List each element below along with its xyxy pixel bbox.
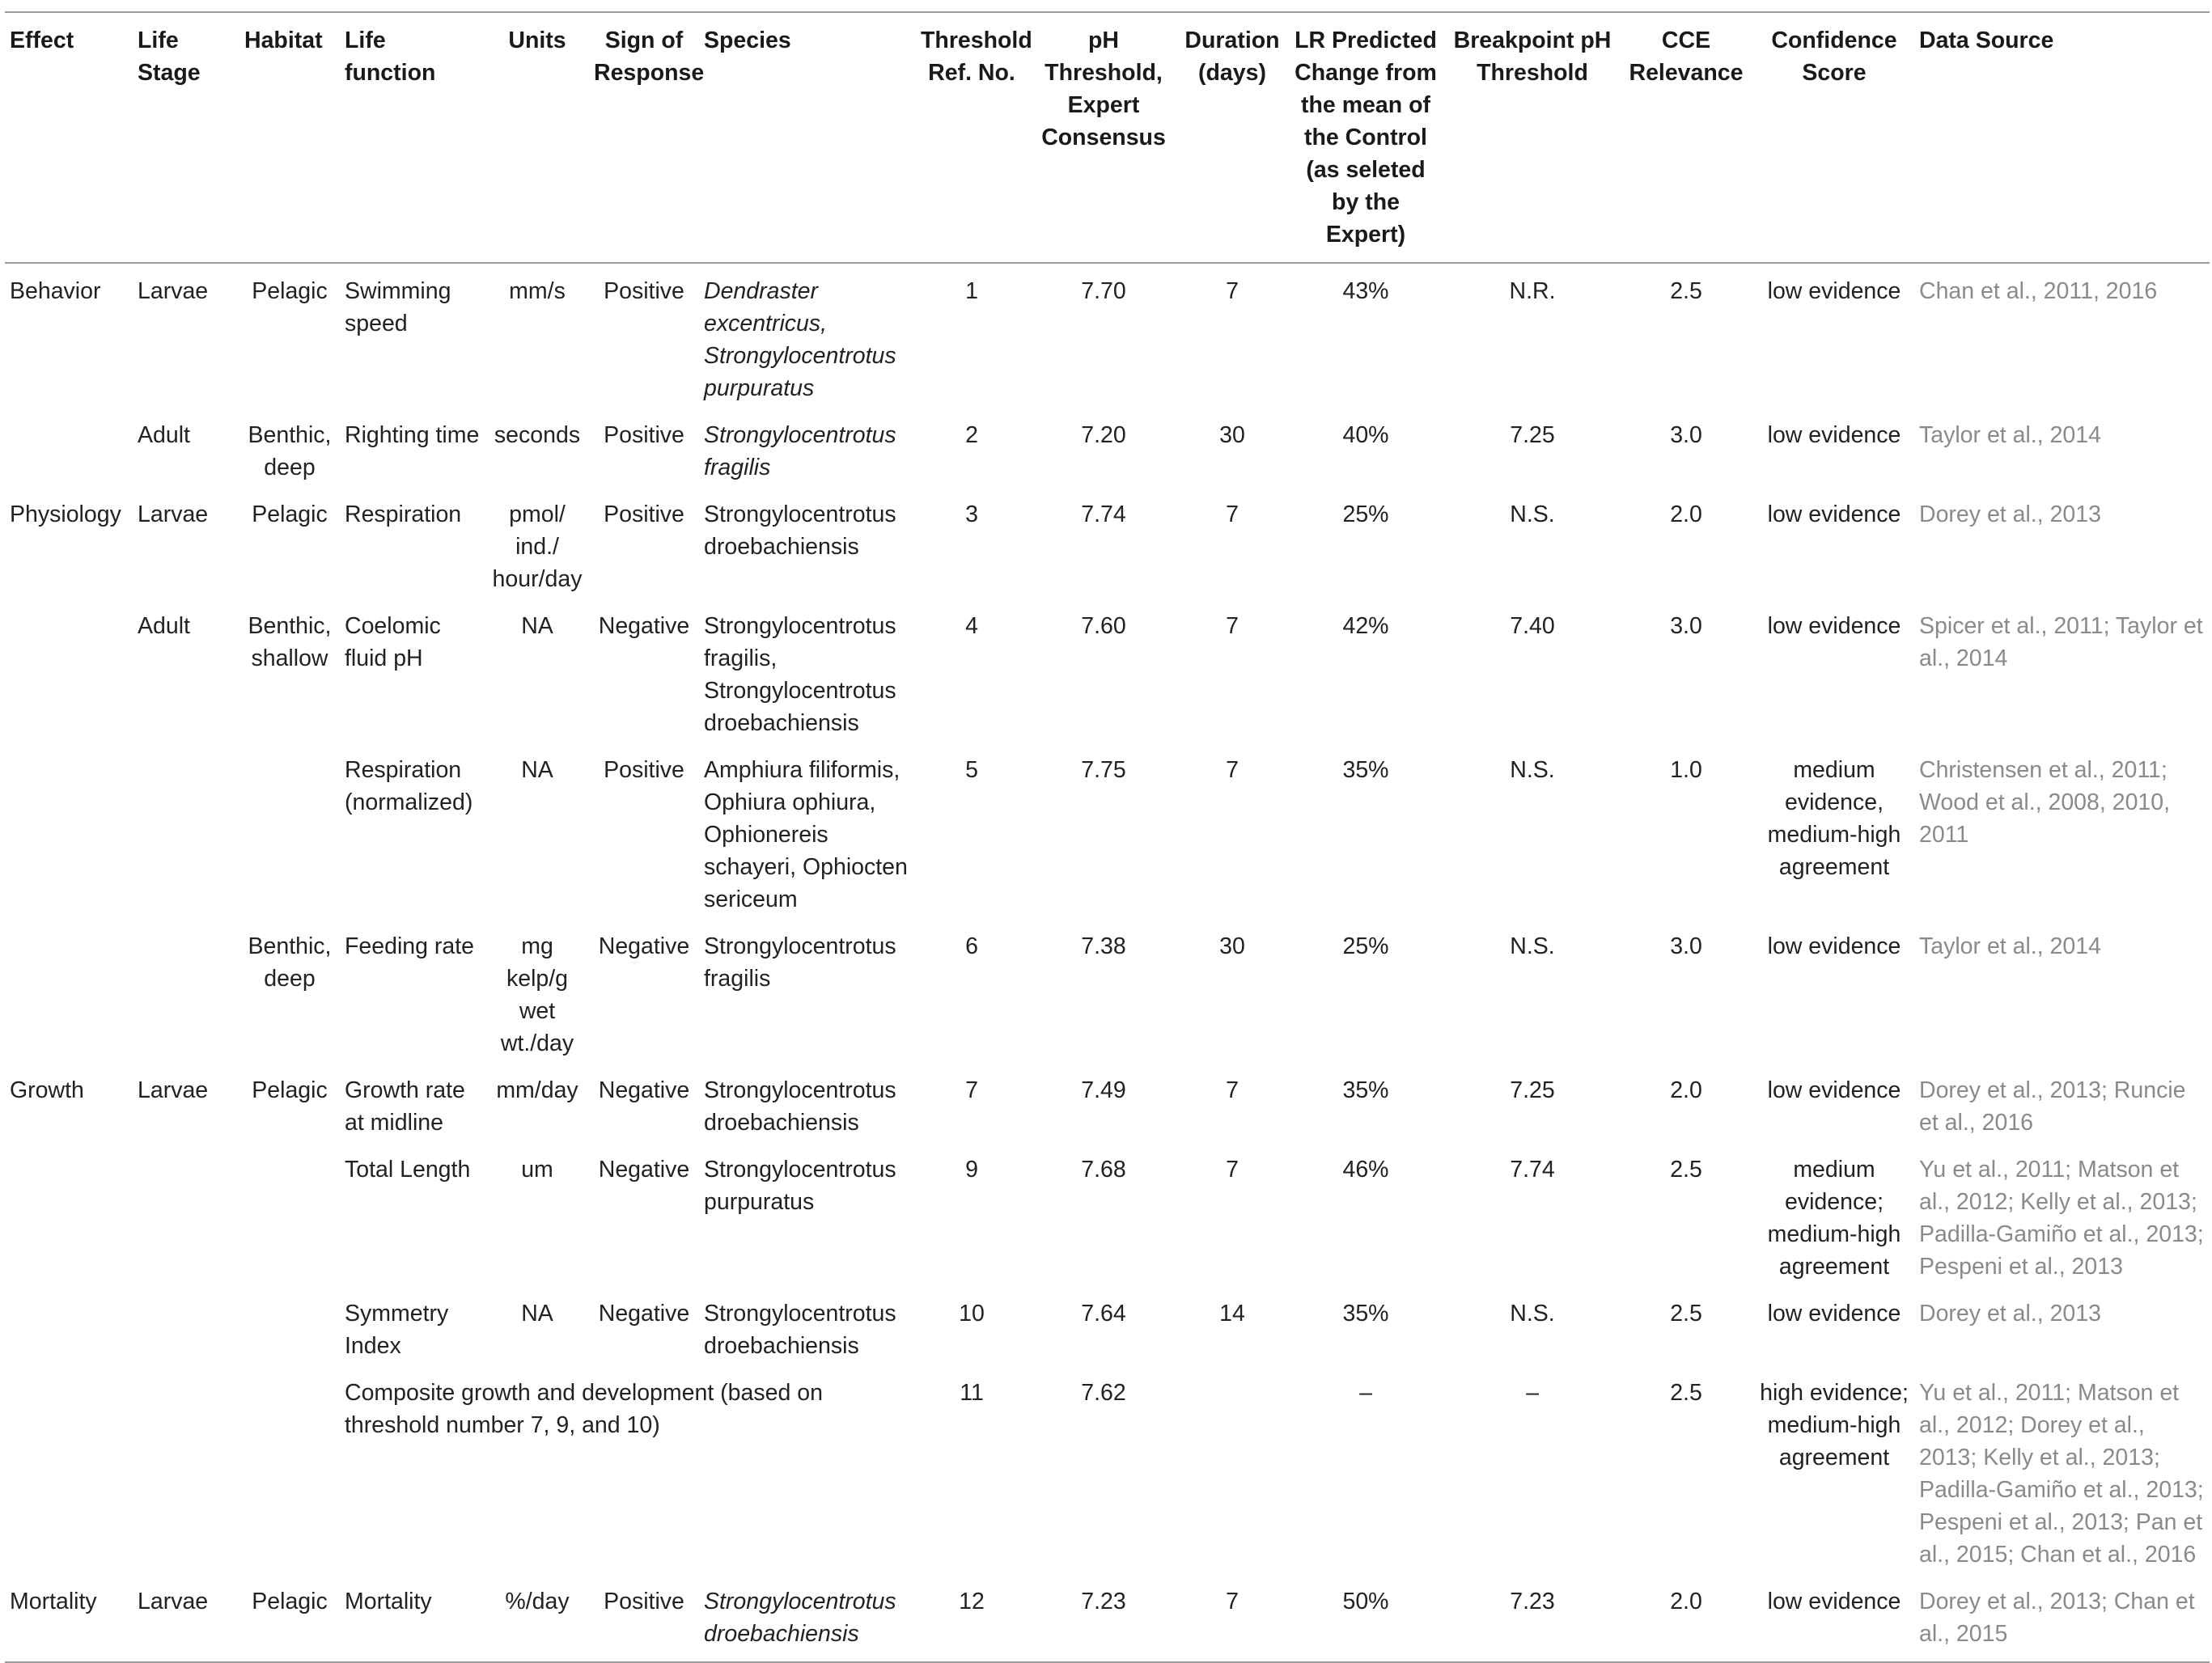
life-function-cell: Righting time [345, 422, 480, 448]
duration-cell: 30 [1219, 422, 1245, 448]
habitat-cell: Pelagic [252, 1077, 328, 1103]
breakpoint-cell: N.S. [1510, 757, 1555, 783]
cce-relevance-cell: 2.0 [1670, 501, 1702, 527]
cce-relevance-cell: 2.0 [1670, 1077, 1702, 1103]
ph-threshold-cell: 7.70 [1081, 278, 1126, 304]
life-stage-cell [133, 1365, 239, 1574]
ph-threshold-cell: 7.23 [1081, 1589, 1126, 1614]
duration-cell: 7 [1226, 1157, 1239, 1183]
threshold-ref-cell: 4 [965, 613, 978, 639]
effect-cell: Growth [10, 1077, 84, 1103]
data-table-container [5, 11, 2210, 1663]
species-cell: Strongylocentrotus droebachiensis [704, 501, 896, 560]
table-row [5, 1365, 2210, 1574]
data-source-cell: Dorey et al., 2013; Runcie et al., 2016 [1919, 1077, 2186, 1136]
confidence-cell: medium evidence, medium-high agreement [1767, 757, 1901, 880]
duration-cell: 7 [1226, 1077, 1239, 1103]
header-row [5, 12, 2210, 263]
habitat-cell: Pelagic [252, 278, 328, 304]
confidence-cell: low evidence [1767, 1077, 1901, 1103]
table-row [5, 919, 2210, 1063]
effect-cell [5, 1142, 133, 1286]
effect-cell: Mortality [10, 1589, 97, 1614]
cce-relevance-cell: 3.0 [1670, 422, 1702, 448]
cce-relevance-cell: 2.5 [1670, 1380, 1702, 1406]
ph-threshold-cell: 7.60 [1081, 613, 1126, 639]
thresholds-table [5, 11, 2210, 1663]
header-breakpoint: Breakpoint pH Threshold [1453, 28, 1612, 86]
life-stage-cell: Larvae [138, 1589, 209, 1614]
effect-cell [5, 599, 133, 743]
habitat-cell: Pelagic [252, 501, 328, 527]
breakpoint-cell: N.S. [1510, 501, 1555, 527]
confidence-cell: low evidence [1767, 1589, 1901, 1614]
header-ph-threshold: pH Threshold, Expert Consensus [1041, 28, 1166, 150]
cce-relevance-cell: 2.5 [1670, 1157, 1702, 1183]
units-cell: %/day [505, 1589, 570, 1614]
duration-cell: 7 [1226, 278, 1239, 304]
threshold-ref-cell: 11 [960, 1380, 984, 1406]
lr-change-cell: 42% [1342, 613, 1389, 639]
units-cell: mm/day [496, 1077, 578, 1103]
life-stage-cell: Adult [138, 613, 190, 639]
cce-relevance-cell: 2.0 [1670, 1589, 1702, 1614]
life-stage-cell [133, 919, 239, 1063]
breakpoint-cell: N.S. [1510, 1301, 1555, 1327]
species-cell: Strongylocentrotus fragilis, Strongylocentrotus droebachiensis [704, 613, 896, 736]
duration-cell: 7 [1226, 757, 1239, 783]
species-cell: Amphiura filiformis, Ophiura ophiura, Ophionereis schayeri, Ophiocten sericeum [704, 757, 908, 912]
threshold-ref-cell: 1 [965, 278, 978, 304]
table-body [5, 263, 2210, 1662]
sign-cell: Negative [598, 1301, 690, 1327]
life-function-cell: Respiration (normalized) [345, 757, 473, 815]
life-function-cell: Growth rate at midline [345, 1077, 465, 1136]
data-source-cell: Dorey et al., 2013 [1919, 501, 2101, 527]
duration-cell: 14 [1219, 1301, 1245, 1327]
life-stage-cell [133, 1142, 239, 1286]
habitat-cell [239, 743, 340, 919]
duration-cell: 7 [1226, 501, 1239, 527]
ph-threshold-cell: 7.64 [1081, 1301, 1126, 1327]
units-cell: pmol/ ind./ hour/day [492, 501, 583, 592]
life-stage-cell [133, 743, 239, 919]
data-source-cell: Spicer et al., 2011; Taylor et al., 2014 [1919, 613, 2203, 671]
lr-change-cell: 46% [1342, 1157, 1389, 1183]
cce-relevance-cell: 3.0 [1670, 933, 1702, 959]
ph-threshold-cell: 7.62 [1081, 1380, 1126, 1406]
confidence-cell: low evidence [1767, 278, 1901, 304]
sign-cell: Negative [598, 1077, 690, 1103]
habitat-cell: Benthic, shallow [248, 613, 332, 671]
duration-cell: 7 [1226, 613, 1239, 639]
table-row [5, 1574, 2210, 1662]
sign-cell: Negative [598, 1157, 690, 1183]
habitat-cell [239, 1142, 340, 1286]
breakpoint-cell: 7.74 [1510, 1157, 1555, 1183]
lr-change-cell: 43% [1342, 278, 1389, 304]
confidence-cell: low evidence [1767, 933, 1901, 959]
species-cell: Strongylocentrotus purpuratus [704, 1157, 896, 1215]
lr-change-cell: 25% [1342, 933, 1389, 959]
life-stage-cell: Larvae [138, 278, 209, 304]
units-cell: mg kelp/g wet wt./day [500, 933, 574, 1056]
duration-cell [1180, 1365, 1285, 1574]
cce-relevance-cell: 2.5 [1670, 1301, 1702, 1327]
habitat-cell [239, 1365, 340, 1574]
ph-threshold-cell: 7.68 [1081, 1157, 1126, 1183]
data-source-cell: Yu et al., 2011; Matson et al., 2012; Dorey et al., 2013; Kelly et al., 2013; Padilla-Gamiño et al., 2013; Pespeni et al., 2013; Pan et al., 2015; Chan et al., 2016 [1919, 1380, 2204, 1568]
life-stage-cell: Larvae [138, 501, 209, 527]
lr-change-cell: 35% [1342, 1301, 1389, 1327]
data-source-cell: Dorey et al., 2013; Chan et al., 2015 [1919, 1589, 2195, 1647]
sign-cell: Positive [604, 757, 684, 783]
ph-threshold-cell: 7.74 [1081, 501, 1126, 527]
table-row [5, 487, 2210, 599]
lr-change-cell: 50% [1342, 1589, 1389, 1614]
header-sign-of-response: Sign of Response [594, 28, 705, 86]
life-function-cell: Mortality [345, 1589, 432, 1614]
sign-cell: Positive [604, 422, 684, 448]
effect-cell [5, 743, 133, 919]
threshold-ref-cell: 2 [965, 422, 978, 448]
effect-cell [5, 1286, 133, 1365]
data-source-cell: Taylor et al., 2014 [1919, 933, 2101, 959]
effect-cell [5, 919, 133, 1063]
sign-cell: Positive [604, 278, 684, 304]
threshold-ref-cell: 10 [959, 1301, 985, 1327]
units-cell: NA [521, 613, 553, 639]
units-cell: seconds [494, 422, 581, 448]
species-cell: Strongylocentrotus droebachiensis [704, 1077, 896, 1136]
sign-cell: Positive [604, 501, 684, 527]
table-row [5, 408, 2210, 487]
effect-cell [5, 408, 133, 487]
breakpoint-cell: 7.25 [1510, 422, 1555, 448]
threshold-ref-cell: 3 [965, 501, 978, 527]
life-stage-cell [133, 1286, 239, 1365]
breakpoint-cell: 7.25 [1510, 1077, 1555, 1103]
life-stage-cell: Larvae [138, 1077, 209, 1103]
cce-relevance-cell: 1.0 [1670, 757, 1702, 783]
table-row [5, 1063, 2210, 1142]
breakpoint-cell: N.R. [1509, 278, 1556, 304]
lr-change-cell: 35% [1342, 1077, 1389, 1103]
breakpoint-cell: N.S. [1510, 933, 1555, 959]
threshold-ref-cell: 5 [965, 757, 978, 783]
confidence-cell: low evidence [1767, 501, 1901, 527]
header-data-source: Data Source [1919, 28, 2054, 53]
units-cell: NA [521, 1301, 553, 1327]
header-effect: Effect [10, 28, 74, 53]
header-lr-predicted-change: LR Predicted Change from the mean of the Control (as seleted by the Expert) [1295, 28, 1437, 248]
breakpoint-cell: – [1526, 1380, 1539, 1406]
life-function-cell: Total Length [345, 1157, 471, 1183]
life-function-cell: Swimming speed [345, 278, 451, 336]
habitat-cell: Benthic, deep [248, 933, 332, 992]
life-function-cell: Respiration [345, 501, 462, 527]
effect-cell: Physiology [10, 501, 121, 527]
life-function-cell: Symmetry Index [345, 1301, 449, 1359]
units-cell: um [521, 1157, 553, 1183]
confidence-cell: medium evidence; medium-high agreement [1767, 1157, 1901, 1280]
habitat-cell: Benthic, deep [248, 422, 332, 480]
table-row [5, 1142, 2210, 1286]
sign-cell: Positive [604, 1589, 684, 1614]
species-cell: Strongylocentrotus fragilis [704, 933, 896, 992]
cce-relevance-cell: 3.0 [1670, 613, 1702, 639]
lr-change-cell: – [1359, 1380, 1372, 1406]
duration-cell: 7 [1226, 1589, 1239, 1614]
sign-cell: Negative [598, 933, 690, 959]
data-source-cell: Chan et al., 2011, 2016 [1919, 278, 2158, 304]
table-row [5, 263, 2210, 408]
confidence-cell: low evidence [1767, 1301, 1901, 1327]
life-stage-cell: Adult [138, 422, 190, 448]
header-habitat: Habitat [244, 28, 323, 53]
header-species: Species [704, 28, 791, 53]
effect-cell [5, 1365, 133, 1574]
units-cell: mm/s [509, 278, 566, 304]
ph-threshold-cell: 7.20 [1081, 422, 1126, 448]
threshold-ref-cell: 7 [965, 1077, 978, 1103]
table-row [5, 743, 2210, 919]
header-life-stage: Life Stage [138, 28, 201, 86]
header-life-function: Life function [345, 28, 436, 86]
cce-relevance-cell: 2.5 [1670, 278, 1702, 304]
life-function-cell: Composite growth and development (based on threshold number 7, 9, and 10) [345, 1380, 823, 1438]
habitat-cell [239, 1286, 340, 1365]
effect-cell: Behavior [10, 278, 101, 304]
species-cell: Dendraster excentricus, Strongylocentrotus purpuratus [704, 278, 896, 401]
life-function-cell: Feeding rate [345, 933, 475, 959]
header-duration: Duration (days) [1184, 28, 1280, 86]
life-function-cell: Coelomic fluid pH [345, 613, 441, 671]
header-units: Units [508, 28, 566, 53]
threshold-ref-cell: 6 [965, 933, 978, 959]
table-row [5, 1286, 2210, 1365]
threshold-ref-cell: 9 [965, 1157, 978, 1183]
data-source-cell: Christensen et al., 2011; Wood et al., 2008, 2010, 2011 [1919, 757, 2171, 848]
breakpoint-cell: 7.40 [1510, 613, 1555, 639]
duration-cell: 30 [1219, 933, 1245, 959]
confidence-cell: low evidence [1767, 613, 1901, 639]
table-row [5, 599, 2210, 743]
header-confidence-score: Confidence Score [1771, 28, 1897, 86]
units-cell: NA [521, 757, 553, 783]
confidence-cell: low evidence [1767, 422, 1901, 448]
species-cell: Strongylocentrotus droebachiensis [704, 1301, 896, 1359]
data-source-cell: Dorey et al., 2013 [1919, 1301, 2101, 1327]
confidence-cell: high evidence; medium-high agreement [1760, 1380, 1909, 1470]
table-header [5, 12, 2210, 263]
ph-threshold-cell: 7.38 [1081, 933, 1126, 959]
ph-threshold-cell: 7.75 [1081, 757, 1126, 783]
header-threshold-ref: Threshold Ref. No. [921, 28, 1032, 86]
lr-change-cell: 25% [1342, 501, 1389, 527]
habitat-cell: Pelagic [252, 1589, 328, 1614]
sign-cell: Negative [598, 613, 690, 639]
lr-change-cell: 35% [1342, 757, 1389, 783]
species-cell: Strongylocentrotus fragilis [704, 422, 896, 480]
species-cell: Strongylocentrotus droebachiensis [704, 1589, 896, 1647]
breakpoint-cell: 7.23 [1510, 1589, 1555, 1614]
data-source-cell: Taylor et al., 2014 [1919, 422, 2101, 448]
ph-threshold-cell: 7.49 [1081, 1077, 1126, 1103]
data-source-cell: Yu et al., 2011; Matson et al., 2012; Kelly et al., 2013; Padilla-Gamiño et al., 2013; Pespeni et al., 2013 [1919, 1157, 2204, 1280]
threshold-ref-cell: 12 [959, 1589, 985, 1614]
lr-change-cell: 40% [1342, 422, 1389, 448]
header-cce-relevance: CCE Relevance [1629, 28, 1744, 86]
